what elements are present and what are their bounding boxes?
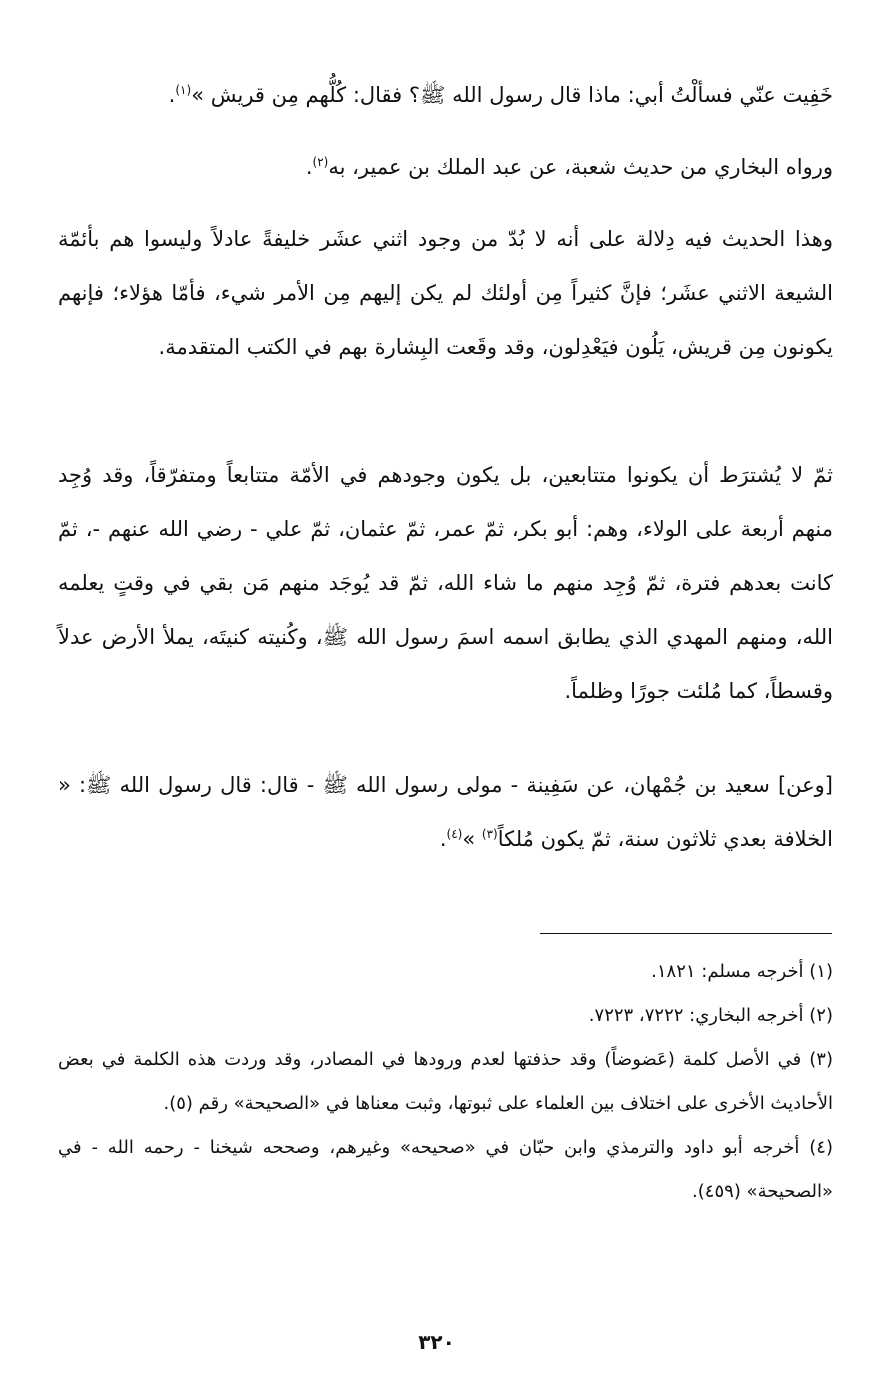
footnote-2: (٢) أخرجه البخاري: ٧٢٢٢، ٧٢٢٣. (588, 1005, 833, 1026)
paragraph-5-close-quote: » (462, 827, 482, 851)
paragraph-1-end: . (168, 83, 176, 107)
paragraph-5-end: . (439, 827, 447, 851)
footnote-3: (٣) في الأصل كلمة (عَضوضاً) وقد حذفتها لعدم ورودها في المصادر، وقد وردت هذه الكلمة في بعض الأحاديث الأخرى على اختلاف بين العلماء على ثبوتها، وثبت معناها في «الصحيحة» رقم (٥). (58, 1049, 833, 1114)
paragraph-4: ثمّ لا يُشترَط أن يكونوا متتابعين، بل يكون وجودهم في الأمّة متتابعاً ومتفرّقاً، وقد وُجِد منهم أربعة على الولاء، وهم: أبو بكر، ثمّ عمر، ثمّ عثمان، ثمّ علي - رضي الله عنهم -، ثمّ كانت بعدهم فترة، ثمّ وُجِد منهم ما شاء الله، ثمّ قد يُوجَد منهم مَن بقي في وقتٍ يعلمه الله، ومنهم المهدي الذي يطابق اسمه اسمَ رسول الله ﷺ، وكُنيته كنيتَه، يملأ الأرض عدلاً وقسطاً، كما مُلئت جورًا وظلماً. (58, 463, 833, 703)
paragraph-2 (58, 140, 833, 194)
footnotes (58, 950, 833, 1214)
paragraph-1 (58, 68, 833, 122)
paragraph-2-text: ورواه البخاري من حديث شعبة، عن عبد الملك بن عمير، به (328, 155, 833, 179)
footnote-ref-1: (١) (175, 83, 192, 97)
paragraph-2-end: . (305, 155, 313, 179)
paragraph-5 (58, 758, 833, 866)
footnote-4: (٤) أخرجه أبو داود والترمذي وابن حبّان في «صحيحه» وغيرهم، وصححه شيخنا - رحمه الله - في «الصحيحة» (٤٥٩). (58, 1137, 833, 1202)
paragraph-5-text: [وعن] سعيد بن جُمْهان، عن سَفِينة - مولى رسول الله ﷺ - قال: قال رسول الله ﷺ: « الخلافة بعدي ثلاثون سنة، ثمّ يكون مُلكاً (58, 773, 833, 851)
paragraph-3: وهذا الحديث فيه دِلالة على أنه لا بُدّ من وجود اثني عشَر خليفةً عادلاً وليسوا هم بأئمّة الشيعة الاثني عشَر؛ فإنَّ كثيراً مِن أولئك لم يكن إليهم مِن الأمر شيء، فأمّا هؤلاء؛ فإنهم يكونون مِن قريش، يَلُون فيَعْدِلون، وقد وقَعت البِشارة بهم في الكتب المتقدمة. (58, 227, 833, 359)
footnote-ref-3: (٣) (481, 827, 498, 841)
paragraph-1-text: خَفِيت عنّي فسألْتُ أبي: ماذا قال رسول الله ﷺ؟ فقال: كُلُّهم مِن قريش » (191, 83, 833, 107)
footnote-1: (١) أخرجه مسلم: ١٨٢١. (651, 961, 833, 982)
footnote-divider (540, 933, 832, 934)
footnote-ref-4: (٤) (446, 827, 463, 841)
footnote-ref-2: (٢) (312, 155, 329, 169)
page-number: ٣٢٠ (418, 1330, 455, 1354)
